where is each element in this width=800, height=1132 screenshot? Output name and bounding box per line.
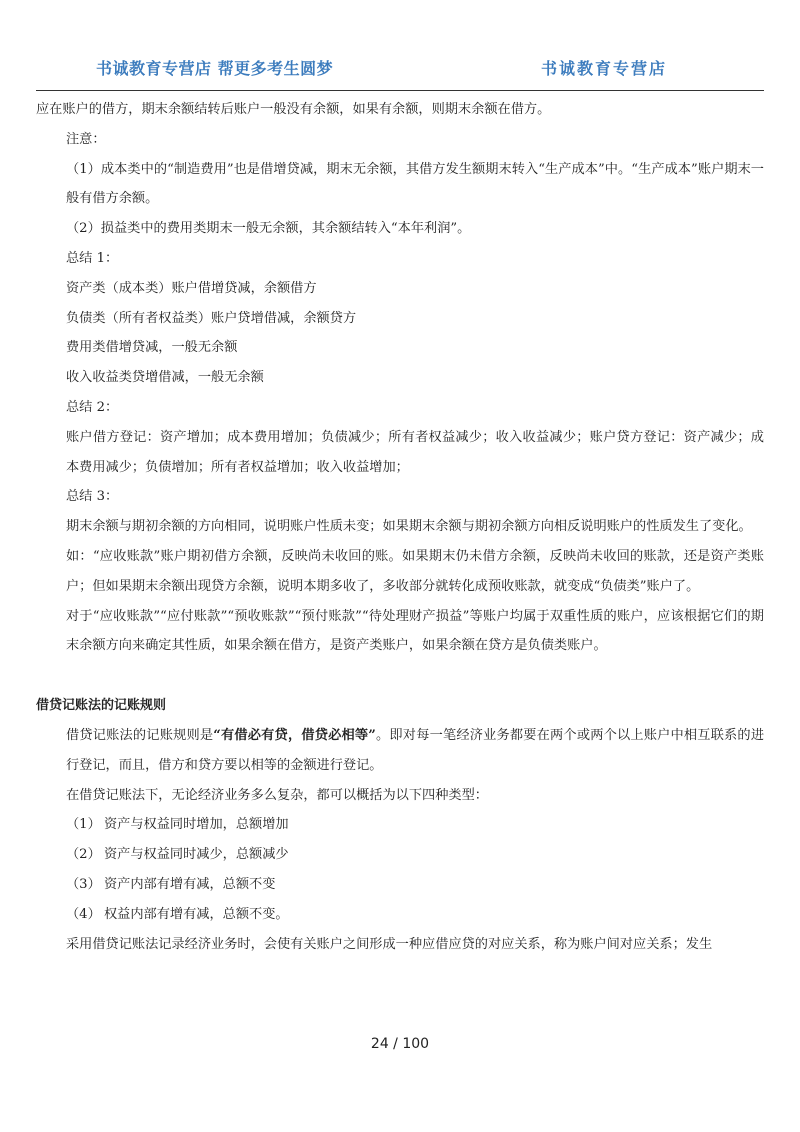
- type-text: 权益内部有增有减，总额不变。: [104, 906, 289, 922]
- header-store-name: 书诚教育专营店: [541, 59, 668, 78]
- type-text: 资产内部有增有减，总额不变: [104, 876, 276, 892]
- types-intro: 在借贷记账法下，无论经济业务多么复杂，都可以概括为以下四种类型：: [66, 787, 488, 803]
- rule-paragraph: [36, 721, 764, 781]
- type-number: （3）: [66, 876, 101, 892]
- type-number: （2）: [66, 847, 101, 863]
- note-item-2: （2）损益类中的费用类期末一般无余额，其余额结转入“本年利润”。: [66, 221, 471, 237]
- summary-1-item: 负债类（所有者权益类）账户贷增借减，余额贷方: [66, 310, 357, 326]
- rule-prefix: 借贷记账法的记账规则是: [66, 727, 214, 743]
- example-paragraph: 如：“应收账款”账户期初借方余额，反映尚未收回的账。如果期末仍未借方余额，反映尚未收回的账款，还是资产类账户；但如果期末余额出现贷方余额，说明本期多收了，多收部分就转化成预收账款，就变成“负债类”账户了。: [66, 548, 764, 594]
- dual-nature-paragraph: 对于“应收账款”“应付账款”“预收账款”“预付账款”“待处理财产损益”等账户均属于双重性质的账户，应该根据它们的期末余额方向来确定其性质，如果余额在借方，是资产类账户，如果余额在贷方是负债类账户。: [66, 608, 764, 654]
- type-number: （1）: [66, 817, 101, 833]
- page-header: [36, 56, 764, 82]
- note-item-1: （1）成本类中的“制造费用”也是借增贷减，期末无余额，其借方发生额期末转入“生产成本”中。“生产成本”账户期末一般有借方余额。: [66, 161, 764, 207]
- summary-1-item: 收入收益类贷增借减，一般无余额: [66, 370, 264, 386]
- type-text: 资产与权益同时减少，总额减少: [104, 847, 289, 863]
- section-spacer: [36, 661, 764, 691]
- rule-emphasis: “有借必有贷，借贷必相等”: [213, 727, 376, 743]
- summary-3-label: 总结 3：: [66, 489, 119, 505]
- header-store-slogan: 书诚教育专营店 帮更多考生圆梦: [96, 59, 334, 78]
- header-divider: [36, 90, 764, 91]
- summary-2-label: 总结 2：: [66, 399, 119, 415]
- type-item: [36, 810, 764, 840]
- type-item: [36, 870, 764, 900]
- summary-3-text: 期末余额与期初余额的方向相同，说明账户性质未变；如果期末余额与期初余额方向相反说明账户的性质发生了变化。: [66, 519, 752, 535]
- last-paragraph: 采用借贷记账法记录经济业务时，会使有关账户之间形成一种应借应贷的对应关系，称为账户间对应关系；发生: [66, 936, 713, 952]
- type-item: [36, 840, 764, 870]
- type-number: （4）: [66, 906, 101, 922]
- type-item: [36, 900, 764, 930]
- summary-2-text: 账户借方登记：资产增加；成本费用增加；负债减少；所有者权益减少；收入收益减少；账户贷方登记：资产减少；成本费用减少；负债增加；所有者权益增加；收入收益增加；: [66, 429, 764, 475]
- summary-1-item: 资产类（成本类）账户借增贷减，余额借方: [66, 280, 317, 296]
- note-label: 注意：: [66, 131, 106, 147]
- type-text: 资产与权益同时增加，总额增加: [104, 817, 289, 833]
- section-heading: 借贷记账法的记账规则: [36, 698, 167, 714]
- summary-1-item: 费用类借增贷减，一般无余额: [66, 340, 238, 356]
- document-body: [36, 95, 764, 959]
- summary-1-label: 总结 1：: [66, 250, 119, 266]
- page-number: 24 / 100: [370, 1036, 430, 1052]
- rule-suffix: 。即对每一笔经济业务都要在两个或两个以上账户中相互联系的进行登记，而且，借方和贷方要以相等的金额进行登记。: [66, 727, 765, 773]
- paragraph-continuation: 应在账户的借方，期末余额结转后账户一般没有余额，如果有余额，则期末余额在借方。: [36, 102, 551, 117]
